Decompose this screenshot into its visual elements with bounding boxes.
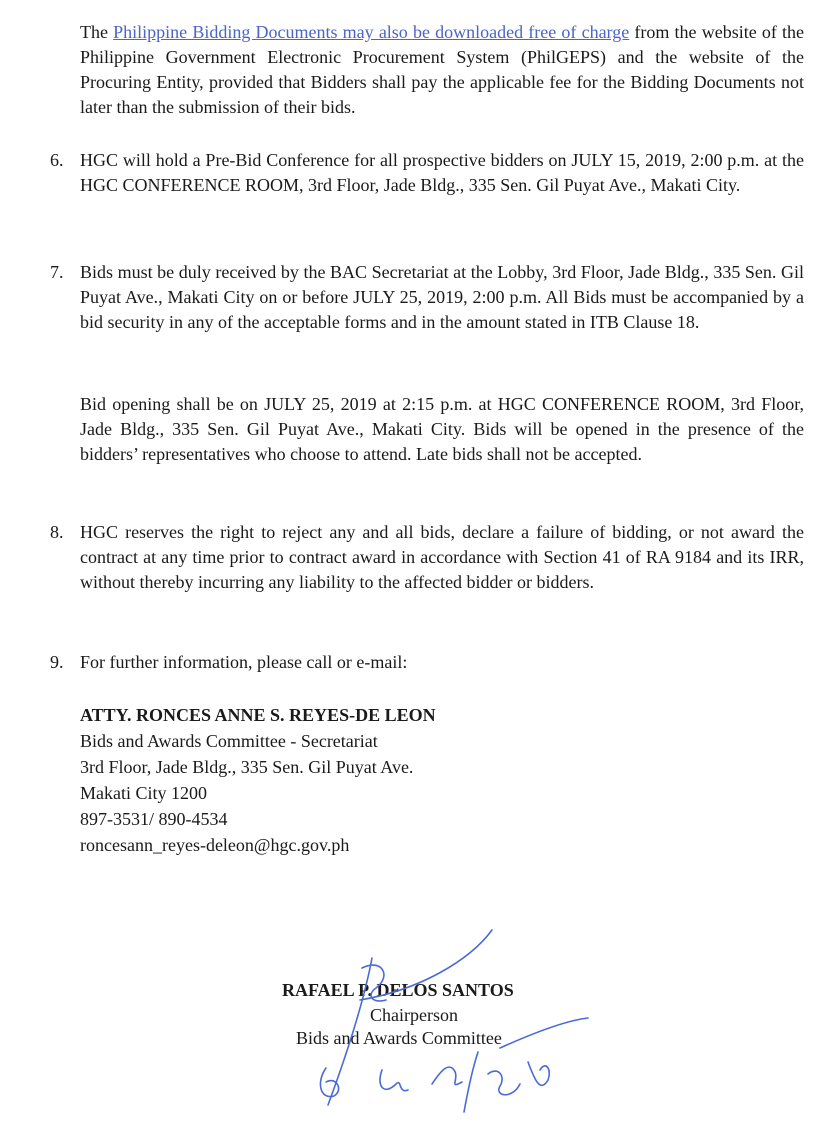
item-number: 9. <box>50 652 64 672</box>
list-item-6 <box>50 148 804 198</box>
contact-email: roncesann_reyes-deleon@hgc.gov.ph <box>80 835 350 855</box>
signatory-name: RAFAEL P. DELOS SANTOS <box>282 980 514 1000</box>
list-item-8 <box>50 520 804 595</box>
item-number: 6. <box>50 150 64 170</box>
contact-block <box>80 702 436 858</box>
contact-city: Makati City 1200 <box>80 783 207 803</box>
initial-5 <box>488 1071 520 1095</box>
initial-6 <box>528 1062 549 1085</box>
intro-text-before: The <box>80 22 114 42</box>
intro-text-after: from the website of the Philippine Government Electronic Procurement System (PhilGEPS) and the website of the Procuring Entity, provided that Bidders shall pay the applicable fee for the Bidding Documents not later than the submission of their bids. <box>80 22 805 117</box>
bidding-documents-link[interactable]: Philippine Bidding Documents may also be downloaded free of charge <box>113 22 630 42</box>
item-text: HGC reserves the right to reject any and all bids, declare a failure of bidding, or not award the contract at any time prior to contract award in accordance with Section 41 of RA 9184 and its IRR, without thereby incurring any liability to the affected bidder or bidders. <box>80 522 804 592</box>
item-number: 8. <box>50 522 64 542</box>
contact-office: Bids and Awards Committee - Secretariat <box>80 731 378 751</box>
contact-address: 3rd Floor, Jade Bldg., 335 Sen. Gil Puyat Ave. <box>80 757 414 777</box>
signatory-title: Chairperson <box>370 1005 458 1025</box>
item-text: HGC will hold a Pre-Bid Conference for all prospective bidders on JULY 15, 2019, 2:00 p.m. at the HGC CONFERENCE ROOM, 3rd Floor, Jade Bldg., 335 Sen. Gil Puyat Ave., Makati City. <box>80 150 804 195</box>
initial-4 <box>464 1052 478 1112</box>
intro-paragraph <box>80 20 804 120</box>
list-item-7 <box>50 260 804 335</box>
bid-opening-paragraph <box>50 392 804 467</box>
item-text: Bid opening shall be on JULY 25, 2019 at 2:15 p.m. at HGC CONFERENCE ROOM, 3rd Floor, Jade Bldg., 335 Sen. Gil Puyat Ave., Makati City. Bids will be opened in the presence of the bidders’ representatives who choose to attend. Late bids shall not be accepted. <box>80 394 804 464</box>
initial-3 <box>432 1067 462 1085</box>
signature-stroke-underline <box>500 1018 588 1048</box>
contact-name: ATTY. RONCES ANNE S. REYES-DE LEON <box>80 705 436 725</box>
initial-2 <box>380 1070 408 1091</box>
item-text: For further information, please call or e-mail: <box>80 652 408 672</box>
item-text: Bids must be duly received by the BAC Secretariat at the Lobby, 3rd Floor, Jade Bldg., 335 Sen. Gil Puyat Ave., Makati City on or before JULY 25, 2019, 2:00 p.m. All Bids must be accompanied by a bid security in any of the acceptable forms and in the amount stated in ITB Clause 18. <box>80 262 804 332</box>
list-item-9 <box>50 650 804 675</box>
item-number: 7. <box>50 262 64 282</box>
initial-1 <box>320 1068 338 1097</box>
contact-phone: 897-3531/ 890-4534 <box>80 809 228 829</box>
signatory-committee: Bids and Awards Committee <box>296 1028 502 1048</box>
